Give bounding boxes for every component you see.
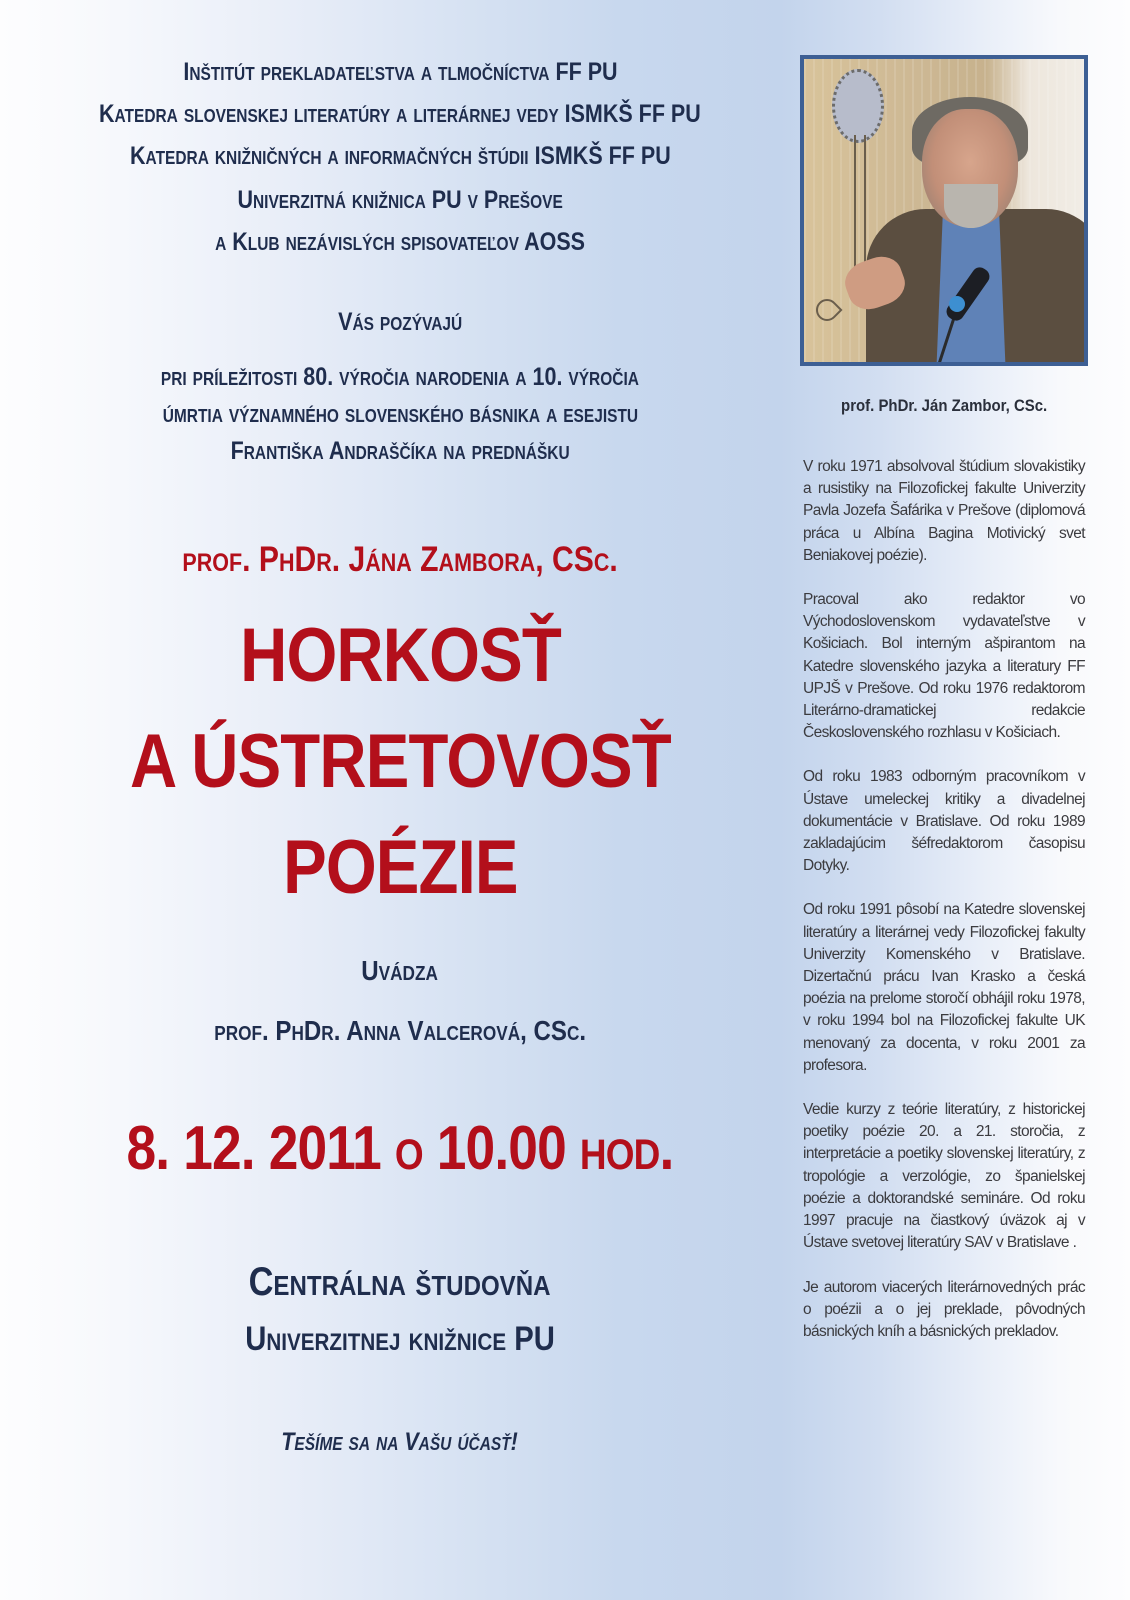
intro-label bbox=[20, 955, 780, 987]
occasion-text: úmrtia významného slovenského básnika a esejistu bbox=[162, 400, 638, 428]
bio-paragraph: Od roku 1991 pôsobí na Katedre slovenskej literatúry a literárnej vedy Filozofickej fakulty Univerzity Komenského v Bratislave. Dizertačnú prácu Ivan Krasko a česká poézia na prelome storočí obhájil roku 1978, v roku 1994 bol na Filozofickej fakulte UK menovaný za docenta, v roku 2001 za profesora. bbox=[803, 901, 1085, 1074]
lecture-title-text: POÉZIE bbox=[282, 825, 518, 910]
photo-ornament-stem bbox=[854, 135, 856, 285]
photo-caption bbox=[800, 396, 1088, 416]
bio-paragraph: V roku 1971 absolvoval štúdium slovakistiky a rusistiky na Filozofickej fakulte Univerzity Pavla Jozefa Šafárika v Prešove (diplomová práca u Albína Bagina Motivický svet Beniakovej poézie). bbox=[803, 458, 1085, 564]
occasion-line bbox=[20, 400, 780, 429]
speaker-photo bbox=[800, 55, 1088, 366]
organizer-text: Katedra slovenskej literatúry a literárnej vedy ISMKŠ FF PU bbox=[99, 100, 701, 128]
organizer-text: a Klub nezávislých spisovateľov AOSS bbox=[215, 228, 585, 256]
intro-text: Uvádza bbox=[361, 955, 439, 986]
organizer-line bbox=[20, 100, 780, 129]
lecture-title-text: HORKOSŤ bbox=[239, 613, 561, 698]
closing-message bbox=[20, 1428, 780, 1457]
organizer-line bbox=[20, 228, 780, 257]
microphone-ring bbox=[949, 296, 965, 312]
caption-text: prof. PhDr. Ján Zambor, CSc. bbox=[840, 396, 1048, 415]
lecture-title-line bbox=[20, 718, 780, 805]
moderator-text: prof. PhDr. Anna Valcerová, CSc. bbox=[214, 1015, 586, 1046]
occasion-text: pri príležitosti 80. výročia narodenia a 10. výročia bbox=[160, 363, 640, 391]
bio-paragraph: Pracoval ako redaktor vo Východoslovenskom vydavateľstve v Košiciach. Bol interným ašpirantom na Katedre slovenského jazyka a literatury FF UPJŠ v Prešove. Od roku 1976 redaktorom Literárno-dramatickej redakcie Československého rozhlasu v Košiciach. bbox=[803, 591, 1085, 742]
venue-text: Centrálna študovňa bbox=[249, 1260, 551, 1304]
occasion-line bbox=[20, 363, 780, 392]
organizer-line bbox=[20, 58, 780, 87]
closing-text: Tešíme sa na Vašu účasť! bbox=[281, 1428, 519, 1456]
organizer-line bbox=[20, 142, 780, 171]
venue-text: Univerzitnej knižnice PU bbox=[245, 1320, 555, 1358]
bio-paragraph: Od roku 1983 odborným pracovníkom v Ústave umeleckej kritiky a divadelnej dokumentácie v Bratislave. Od roku 1989 zakladajúcim šéfredaktorom časopisu Dotyky. bbox=[803, 768, 1085, 875]
organizer-line bbox=[20, 186, 780, 215]
event-datetime bbox=[20, 1113, 780, 1184]
speaker-name bbox=[20, 540, 780, 580]
invite-heading bbox=[20, 308, 780, 337]
bio-paragraph: Je autorom viacerých literárnovedných prác o poézii a o jej preklade, pôvodných básnických kníh a básnických prekladov. bbox=[803, 1278, 1085, 1340]
photo-ornament bbox=[832, 69, 884, 143]
organizer-text: Univerzitná knižnica PU v Prešove bbox=[237, 186, 563, 214]
lecture-title-text: A ÚSTRETOVOSŤ bbox=[129, 719, 671, 804]
organizer-text: Katedra knižničných a informačných štúdii ISMKŠ FF PU bbox=[129, 142, 671, 170]
organizer-text: Inštitút prekladateľstva a tlmočníctva FF PU bbox=[182, 58, 618, 86]
lecture-title-line bbox=[20, 824, 780, 911]
moderator-name bbox=[20, 1015, 780, 1047]
occasion-line bbox=[20, 437, 780, 466]
speaker-bio bbox=[803, 456, 1085, 1365]
occasion-text: Františka Andraščíka na prednášku bbox=[230, 437, 570, 465]
bio-paragraph: Vedie kurzy z teórie literatúry, z historickej poetiky poézie 20. a 21. storočia, z interpretácie a poetiky slovenskej literatúry, z tropológie a verzológie, zo španielskej poézie a doktorandské semináre. Od roku 1997 pracuje na čiastkový úväzok aj v Ústave svetovej literatúry SAV v Bratislave . bbox=[803, 1101, 1085, 1252]
invite-text: Vás pozývajú bbox=[337, 308, 463, 336]
venue-line bbox=[20, 1320, 780, 1359]
datetime-text: 8. 12. 2011 o 10.00 hod. bbox=[126, 1114, 674, 1183]
lecture-title-line bbox=[20, 612, 780, 699]
photo-beard bbox=[944, 184, 998, 228]
speaker-text: prof. PhDr. Jána Zambora, CSc. bbox=[182, 540, 618, 579]
venue-line bbox=[20, 1260, 780, 1305]
